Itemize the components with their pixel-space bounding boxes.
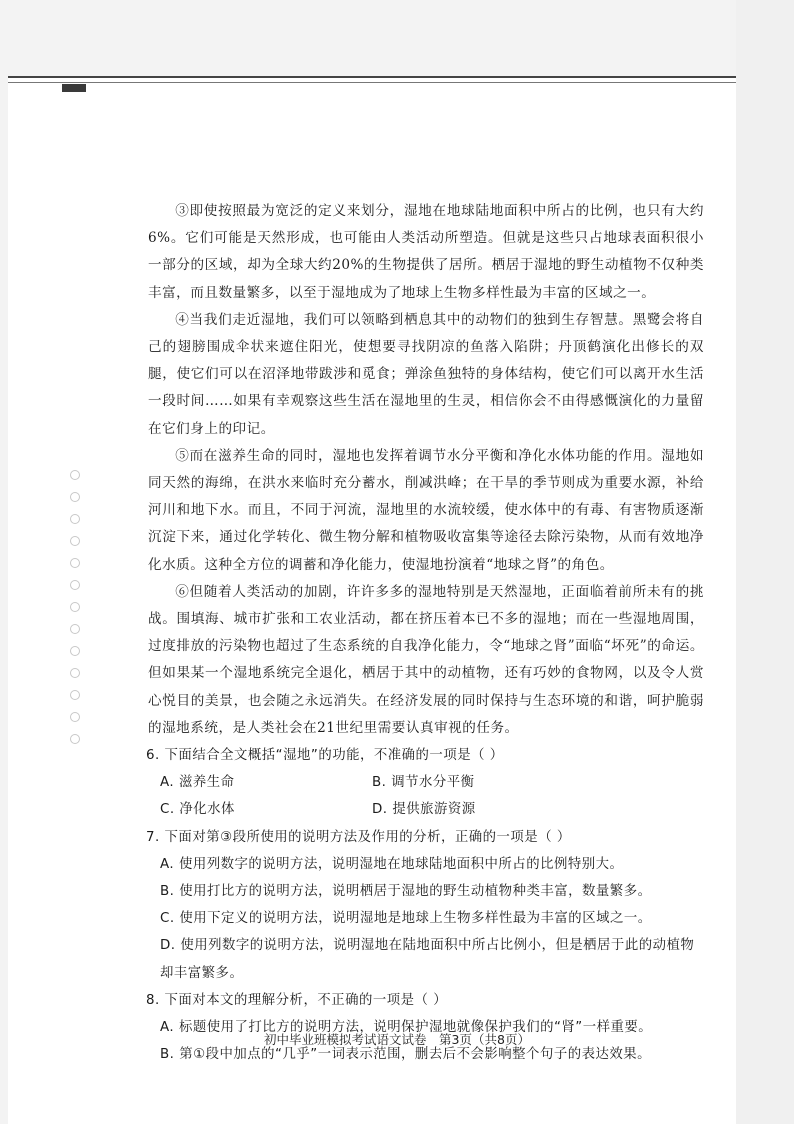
question-6-stem: 6. 下面结合全文概括“湿地”的功能，不准确的一项是（ ）: [146, 748, 504, 764]
question-6-option-a[interactable]: A. 滋养生命: [160, 775, 235, 791]
passage-paragraph-4: ④当我们走近湿地，我们可以领略到栖息其中的动物们的独到生存智慧。黑鹭会将自己的翅膀围成伞状来遮住阳光，使想要寻找阴凉的鱼落入陷阱；丹顶鹤演化出修长的双腿，使它们可以在沼泽地带跋涉和觅食；弹涂鱼独特的身体结构，使它们可以离开水生活一段时间……如果有幸观察这些生活在湿地里的生灵，相信你会不由得感慨演化的力量留在它们身上的印记。: [148, 311, 704, 437]
question-8-stem: 8. 下面对本文的理解分析，不正确的一项是（ ）: [146, 992, 448, 1008]
page-top-rule-thin: [8, 82, 736, 83]
corner-mark: [62, 84, 86, 92]
passage-paragraph-6: ⑥但随着人类活动的加剧，许许多多的湿地特别是天然湿地，正面临着前所未有的挑战。围填海、城市扩张和工农业活动，都在挤压着本已不多的湿地；而在一些湿地周围，过度排放的污染物也超过了生态系统的自我净化能力，令“地球之肾”面临“坏死”的命运。但如果某一个湿地系统完全退化，栖居于其中的动植物，还有巧妙的食物网，以及令人赏心悦目的美景，也会随之永远消失。在经济发展的同时保持与生态环境的和谐，呵护脆弱的湿地系统，是人类社会在21世纪里需要认真审视的任务。: [148, 583, 704, 736]
page-footer: 初中毕业班模拟考试语文试卷 第3页（共8页）: [264, 1032, 530, 1047]
scan-margin: [736, 0, 794, 1124]
exam-content: [148, 198, 704, 1069]
question-6-option-d[interactable]: D. 提供旅游资源: [372, 802, 476, 818]
question-8-option-b[interactable]: B. 第①段中加点的“几乎”一词表示范围，删去后不会影响整个句子的表达效果。: [160, 1047, 652, 1063]
question-6-option-b[interactable]: B. 调节水分平衡: [372, 775, 475, 791]
question-8-option-a[interactable]: A. 标题使用了打比方的说明方法，说明保护湿地就像保护我们的“肾”一样重要。: [160, 1020, 653, 1036]
passage-paragraph-3: ③即使按照最为宽泛的定义来划分，湿地在地球陆地面积中所占的比例，也只有大约6%。它们可能是天然形成，也可能由人类活动所塑造。但就是这些只占地球表面积很小一部分的区域，却为全球大约20%的生物提供了居所。栖居于湿地的野生动植物不仅种类丰富，而且数量繁多，以至于湿地成为了地球上生物多样性最为丰富的区域之一。: [148, 203, 704, 301]
question-6-option-c[interactable]: C. 净化水体: [160, 802, 235, 818]
question-7-option-d[interactable]: D. 使用列数字的说明方法，说明湿地在陆地面积中所占比例小，但是栖居于此的动植物却丰富繁多。: [160, 938, 695, 981]
question-6-options-row-2: [148, 796, 704, 823]
question-7-option-b[interactable]: B. 使用打比方的说明方法，说明栖居于湿地的野生动植物种类丰富，数量繁多。: [160, 884, 652, 900]
page-top-rule: [8, 76, 736, 78]
question-6-options-row-1: [148, 769, 704, 796]
question-7-stem: 7. 下面对第③段所使用的说明方法及作用的分析，正确的一项是（ ）: [146, 829, 571, 845]
question-7-option-a[interactable]: A. 使用列数字的说明方法，说明湿地在地球陆地面积中所占的比例特别大。: [160, 856, 624, 872]
question-7-option-c[interactable]: C. 使用下定义的说明方法，说明湿地是地球上生物多样性最为丰富的区域之一。: [160, 911, 652, 927]
passage-paragraph-5: ⑤而在滋养生命的同时，湿地也发挥着调节水分平衡和净化水体功能的作用。湿地如同天然的海绵，在洪水来临时充分蓄水，削减洪峰；在干旱的季节则成为重要水源，补给河川和地下水。而且，不同于河流，湿地里的水流较缓，使水体中的有毒、有害物质逐渐沉淀下来，通过化学转化、微生物分解和植物吸收富集等途径去除污染物，从而有效地净化水质。这种全方位的调蓄和净化能力，使湿地扮演着“地球之肾”的角色。: [148, 447, 704, 573]
binding-holes: [70, 470, 82, 756]
